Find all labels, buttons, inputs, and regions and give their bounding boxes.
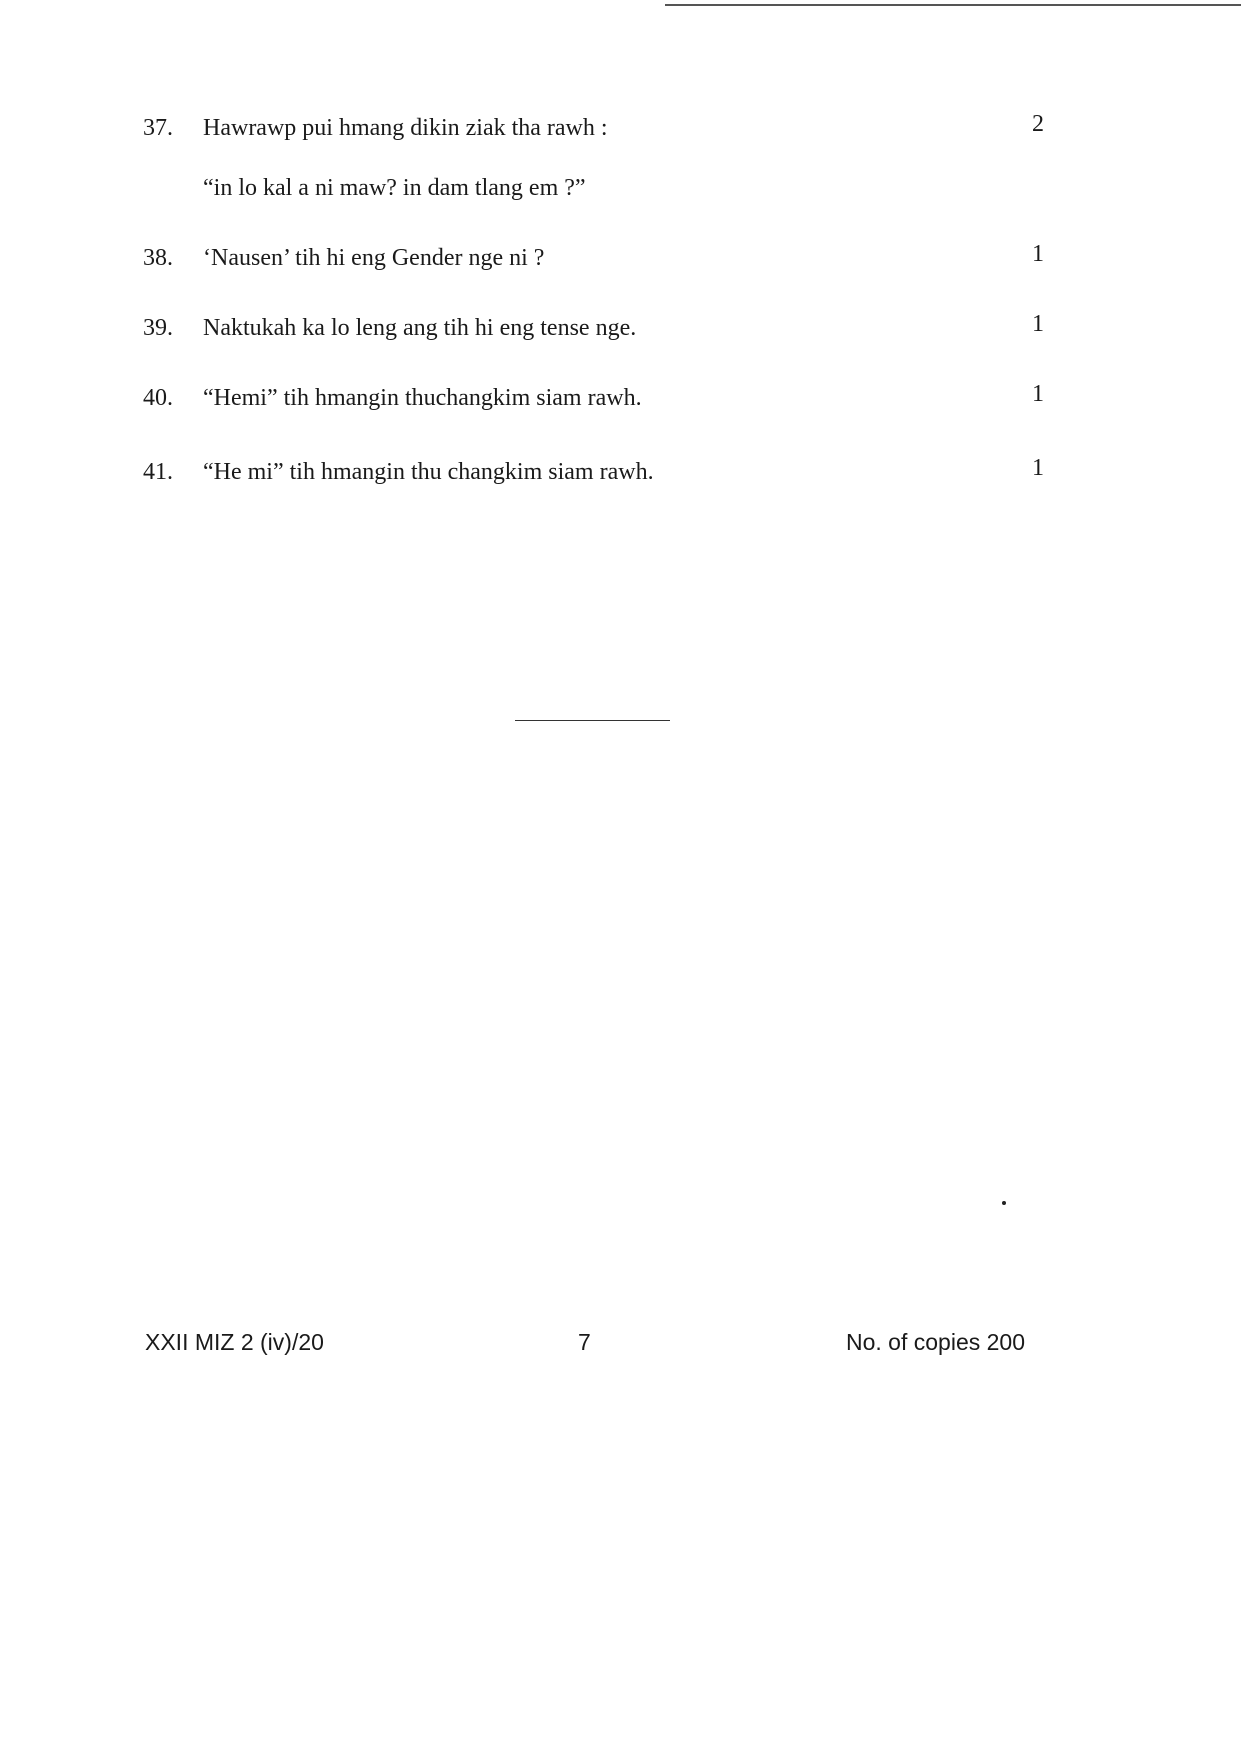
page-number: 7 [578, 1329, 591, 1355]
question-number: 39. [143, 315, 173, 341]
question-number: 41. [143, 459, 173, 485]
question-40 [143, 378, 1043, 418]
question-text: “Hemi” tih hmangin thuchangkim siam rawh. [203, 385, 642, 411]
question-marks: 1 [1032, 381, 1044, 407]
scan-speck [1002, 1201, 1006, 1205]
question-38 [143, 238, 1043, 278]
top-edge-rule [665, 4, 1241, 6]
question-39 [143, 308, 1043, 348]
question-number: 40. [143, 385, 173, 411]
question-37-continuation: “in lo kal a ni maw? in dam tlang em ?” [203, 175, 586, 201]
question-37 [143, 108, 1043, 148]
question-number: 37. [143, 115, 173, 141]
question-marks: 1 [1032, 241, 1044, 267]
question-text: Hawrawp pui hmang dikin ziak tha rawh : [203, 115, 608, 141]
question-marks: 1 [1032, 311, 1044, 337]
paper-code: XXII MIZ 2 (iv)/20 [145, 1329, 324, 1355]
question-marks: 1 [1032, 455, 1044, 481]
end-of-paper-rule [515, 720, 670, 721]
question-marks: 2 [1032, 111, 1044, 137]
copies-count: No. of copies 200 [846, 1329, 1026, 1355]
question-text: Naktukah ka lo leng ang tih hi eng tense nge. [203, 315, 637, 341]
question-41 [143, 452, 1043, 492]
question-text: “He mi” tih hmangin thu changkim siam rawh. [203, 459, 654, 485]
question-text: ‘Nausen’ tih hi eng Gender nge ni ? [203, 245, 545, 271]
question-number: 38. [143, 245, 173, 271]
